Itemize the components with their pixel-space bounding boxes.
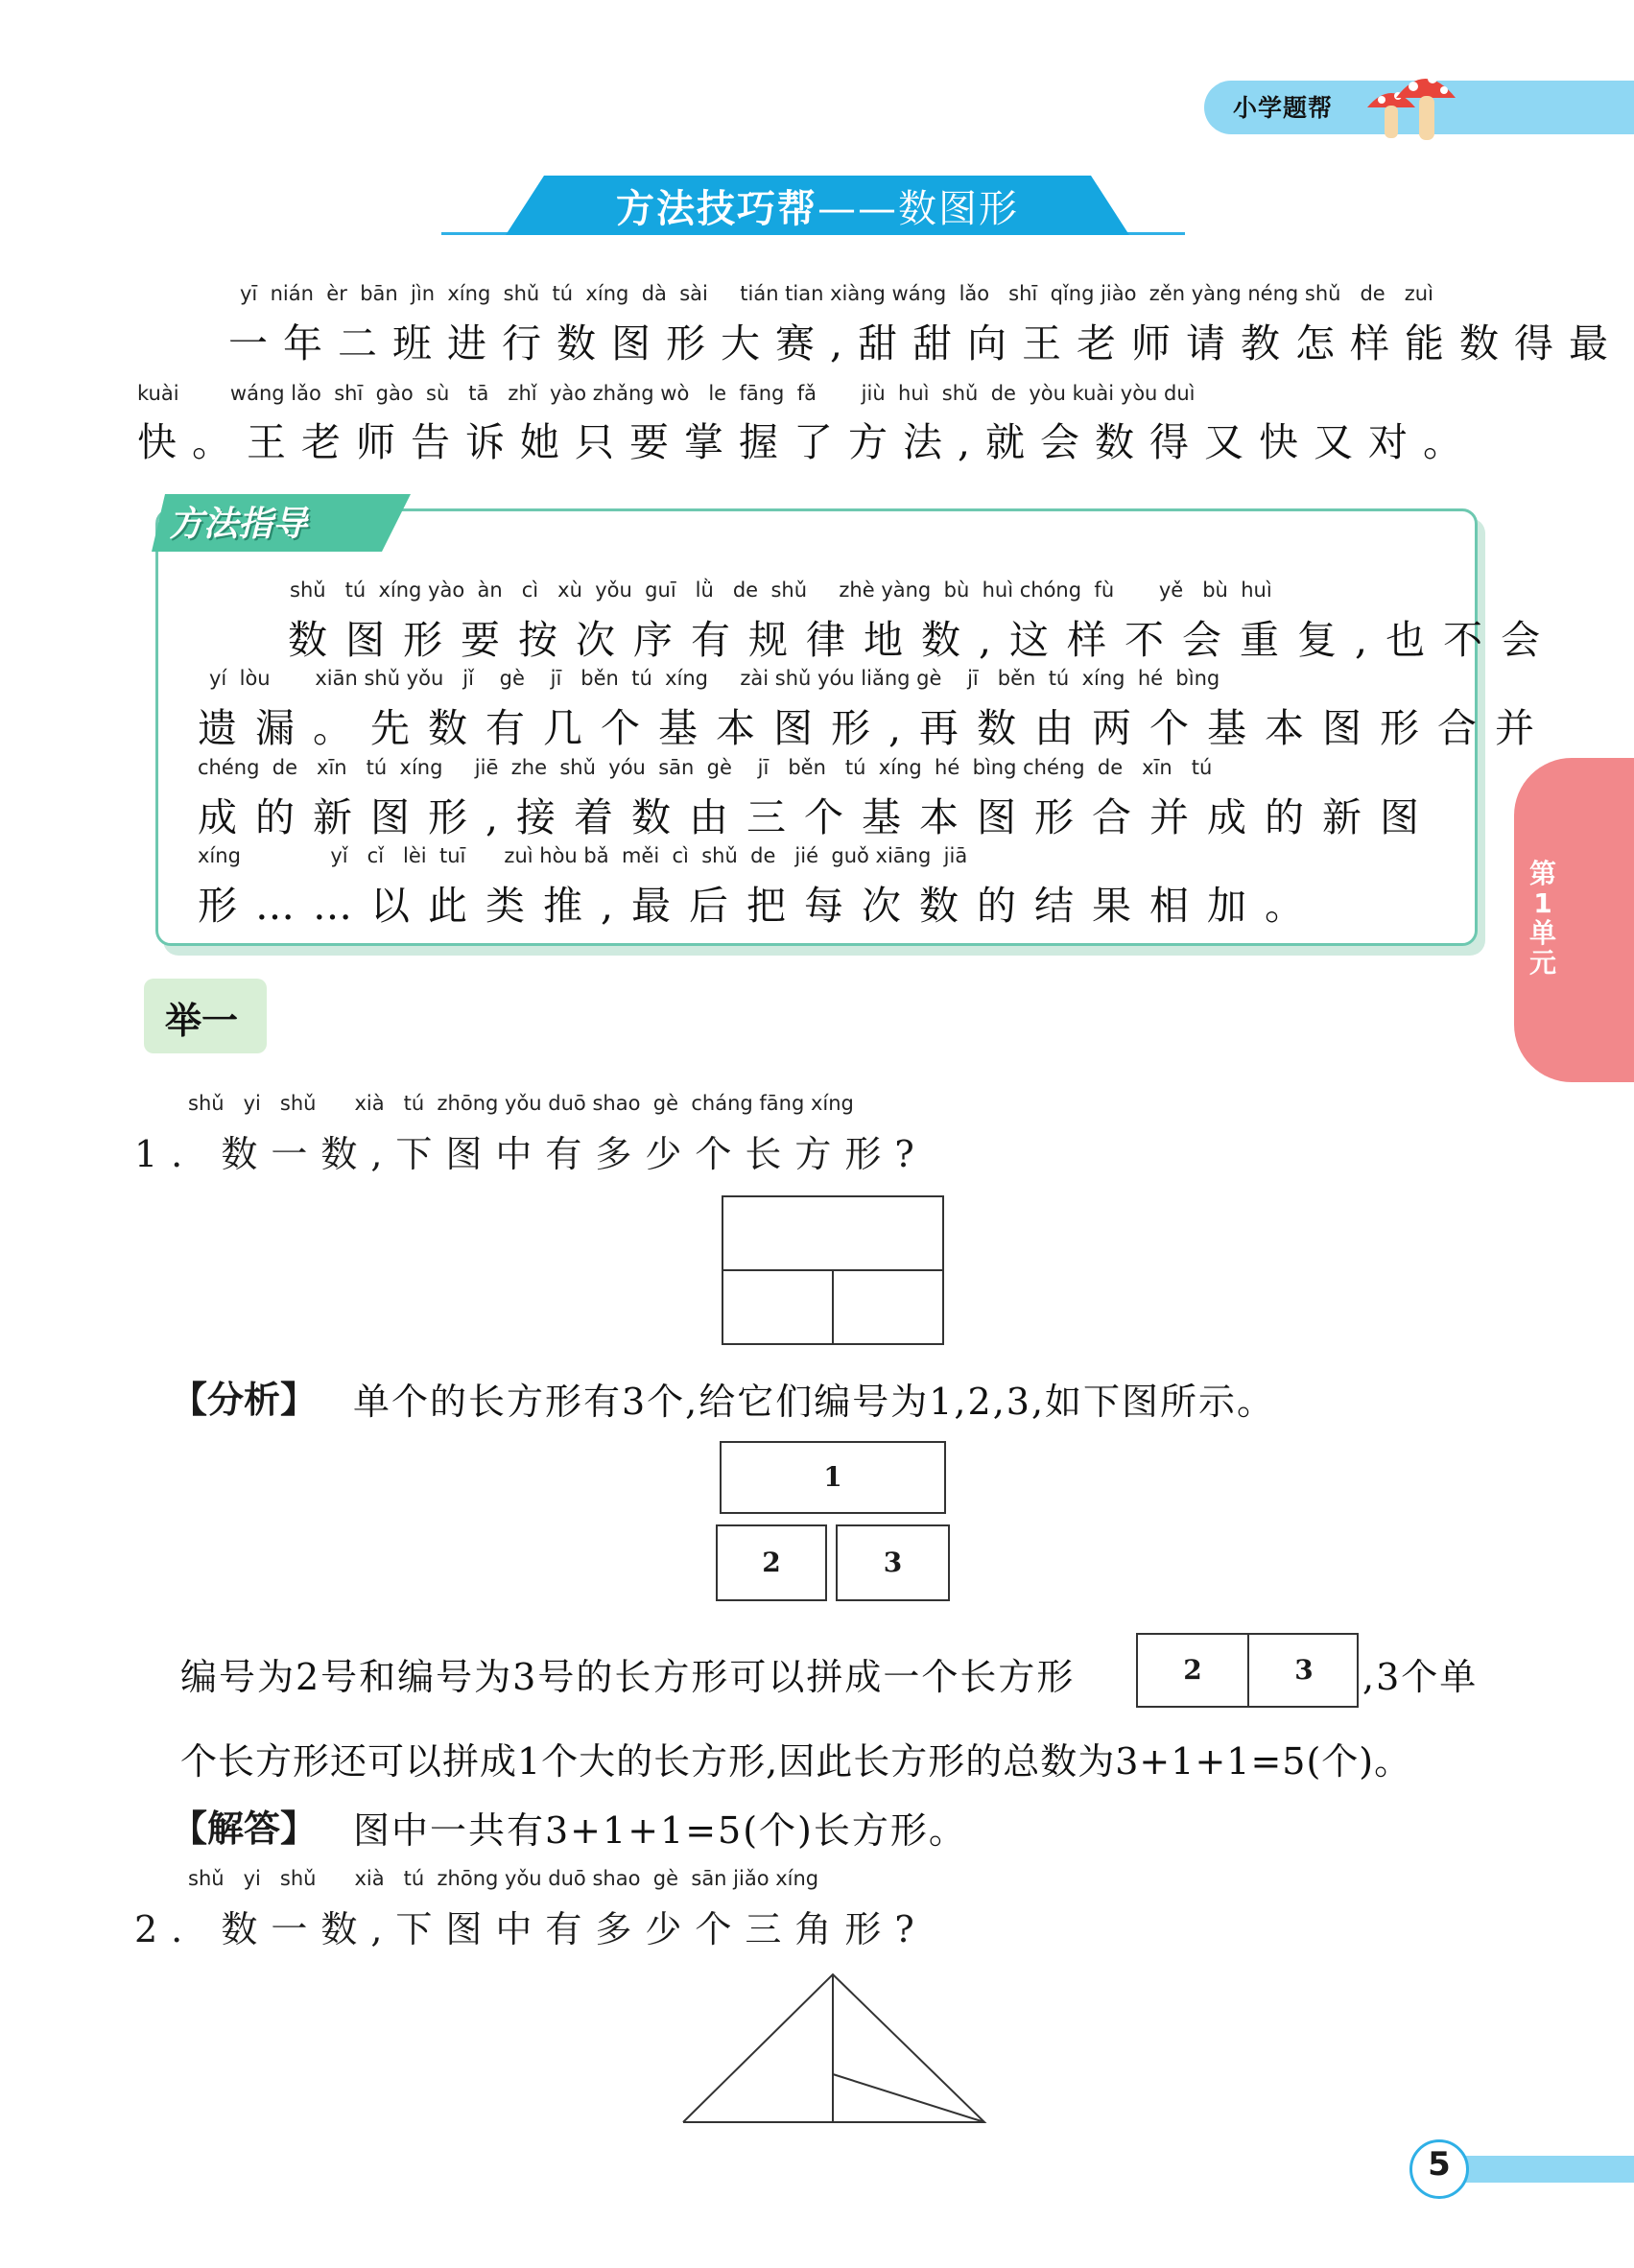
guide-text-4: 形……以此类推,最后把每次数的结果相加。 [198,883,1323,929]
unit-side-label: 第1单元 [1528,858,1556,979]
analysis-text: 单个的长方形有3个,给它们编号为1,2,3,如下图所示。 [353,1381,1276,1423]
intro-text-2: 快。王老师告诉她只要掌握了方法,就会数得又快又对。 [137,419,1479,465]
page-title: 方法技巧帮——数图形 [616,187,1019,231]
guide-pinyin-3: chéng de xīn tú xíng jiē zhe shǔ yóu sān gè jī běn tú xíng hé bìng chéng de xīn tú [198,756,1213,779]
q1-rectangle-figure [721,1194,947,1348]
example-label: 举一 [165,1000,239,1042]
guide-pinyin-1: shǔ tú xíng yào àn cì xù yǒu guī lǜ de shǔ zhè yàng bù huì chóng fù yě bù huì [290,579,1272,602]
analysis-line-2-end: ,3个单 [1362,1656,1479,1698]
intro-pinyin-1: yī nián èr bān jìn xíng shǔ tú xíng dà sài tián tian xiàng wáng lǎo shī qǐng jiào zěn yàng néng shǔ de zuì [240,282,1433,305]
q1-pinyin: shǔ yi shǔ xià tú zhōng yǒu duō shao gè cháng fāng xíng [188,1092,854,1115]
answer-label: 【解答】 [171,1807,318,1850]
answer-text: 图中一共有3+1+1=5(个)长方形。 [353,1809,967,1852]
analysis-line-2: 编号为2号和编号为3号的长方形可以拼成一个长方形 [180,1656,1076,1698]
guide-pinyin-4: xíng yǐ cǐ lèi tuī zuì hòu bǎ měi cì shǔ de jié guǒ xiāng jiā [198,844,968,867]
brand-label: 小学题帮 [1233,94,1334,122]
analysis-line-3: 个长方形还可以拼成1个大的长方形,因此长方形的总数为3+1+1=5(个)。 [180,1740,1412,1783]
guide-text-2: 遗漏。先数有几个基本图形,再数由两个基本图形合并 [198,705,1553,751]
method-guide-label: 方法指导 [169,505,308,544]
guide-pinyin-2: yí lòu xiān shǔ yǒu jǐ gè jī běn tú xíng zài shǔ yóu liǎng gè jī běn tú xíng hé bìng [209,667,1220,690]
numbered-rectangle-2: 2 [716,1524,827,1601]
guide-text-3: 成的新图形,接着数由三个基本图形合并成的新图 [198,794,1438,840]
q2-pinyin: shǔ yi shǔ xià tú zhōng yǒu duō shao gè sān jiǎo xíng [188,1867,819,1890]
page-number: 5 [1428,2145,1451,2184]
q2-triangle-figure [672,1967,998,2130]
intro-text-1: 一年二班进行数图形大赛,甜甜向王老师请教怎样能数得最 [228,320,1624,366]
q2-text: 2. 数一数,下图中有多少个三角形? [134,1908,928,1950]
numbered-rectangle-1: 1 [720,1441,946,1514]
intro-pinyin-2: kuài wáng lǎo shī gào sù tā zhǐ yào zhǎng wò le fāng fǎ jiù huì shǔ de yòu kuài yòu duì [137,382,1196,405]
numbered-rectangle-3: 3 [836,1524,950,1601]
analysis-label: 【分析】 [171,1379,318,1421]
q1-text: 1. 数一数,下图中有多少个长方形? [134,1133,928,1175]
mushroom-icon [1348,59,1463,146]
combined-rectangle: 2 3 [1136,1633,1359,1708]
guide-text-1: 数图形要按次序有规律地数,这样不会重复,也不会 [288,617,1559,663]
